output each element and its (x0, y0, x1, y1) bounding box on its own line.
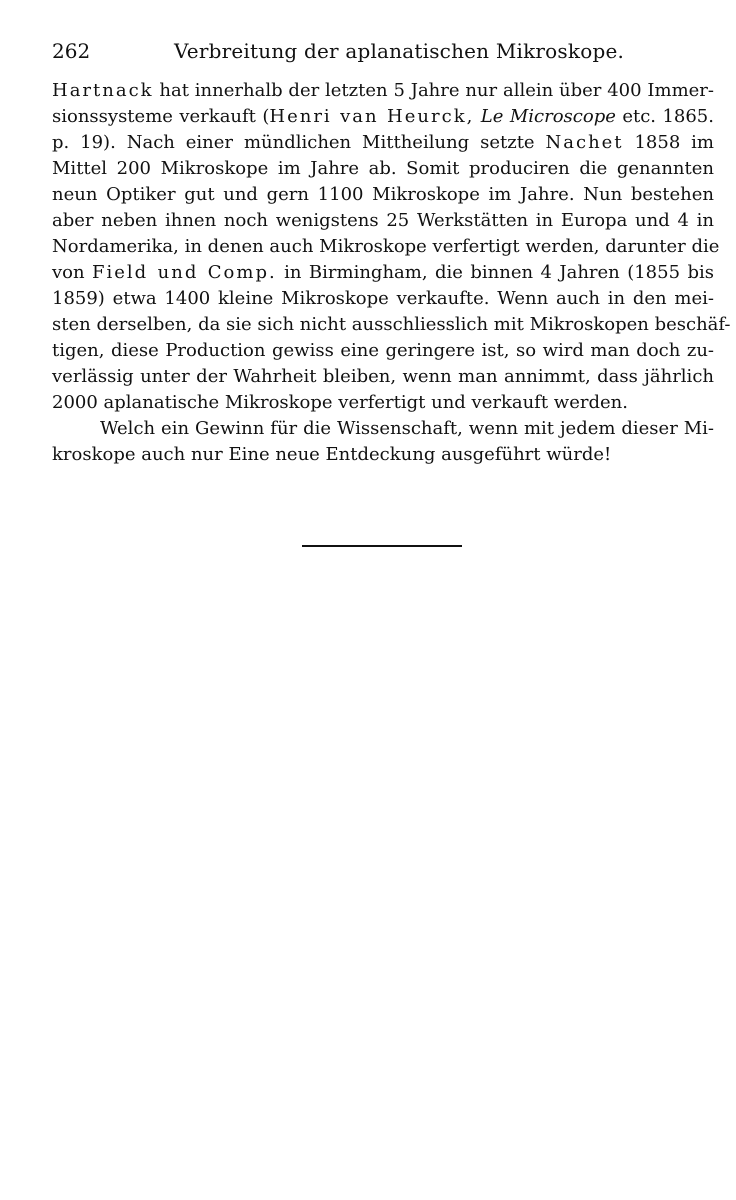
body-text (52, 78, 731, 468)
text-line (52, 104, 714, 130)
running-title: Verbreitung der aplanatischen Mikroskope. (174, 39, 625, 63)
line-text: hat innerhalb der letzten 5 Jahre nur allein über 400 Immer- (153, 80, 714, 101)
text-line: kroskope auch nur Eine neue Entdeckung ausgeführt würde! (52, 444, 612, 465)
text-line: sten derselben, da sie sich nicht ausschliesslich mit Mikroskopen beschäf- (52, 314, 731, 335)
text-line: aber neben ihnen noch wenigstens 25 Werkstätten in Europa und 4 in (52, 210, 714, 231)
text-line (52, 130, 714, 156)
book-title: Le Microscope (480, 106, 616, 127)
line-text: von (52, 262, 93, 283)
line-text: sionssysteme verkauft ( (52, 106, 270, 127)
paragraph-1 (52, 78, 731, 416)
section-end-rule (302, 545, 462, 547)
person-name: Nachet (545, 132, 624, 153)
text-line: neun Optiker gut und gern 1100 Mikroskope im Jahre. Nun bestehen (52, 184, 714, 205)
text-line: 2000 aplanatische Mikroskope verfertigt und verkauft werden. (52, 392, 628, 413)
text-line: Nordamerika, in denen auch Mikroskope verfertigt werden, darunter die (52, 236, 720, 257)
text-line: verlässig unter der Wahrheit bleiben, wenn man annimmt, dass jährlich (52, 366, 714, 387)
line-text: p. 19). Nach einer mündlichen Mittheilung setzte (52, 132, 546, 153)
line-text: 1858 im (623, 132, 714, 153)
text-line: 1859) etwa 1400 kleine Mikroskope verkaufte. Wenn auch in den mei- (52, 288, 714, 309)
paragraph-2 (52, 416, 714, 468)
text-line (52, 78, 714, 104)
text-line: Welch ein Gewinn für die Wissenschaft, wenn mit jedem dieser Mi- (100, 418, 714, 439)
text-line: tigen, diese Production gewiss eine geringere ist, so wird man doch zu- (52, 340, 714, 361)
company-name: Field und Comp. (92, 262, 277, 283)
text-line: Mittel 200 Mikroskope im Jahre ab. Somit produciren die genannten (52, 158, 714, 179)
person-name: Hartnack (52, 80, 154, 101)
text-line (52, 260, 714, 286)
line-text: in Birmingham, die binnen 4 Jahren (1855 bis (276, 262, 714, 283)
person-name: Henri van Heurck, (269, 106, 475, 127)
running-head (52, 38, 712, 64)
page-number: 262 (52, 39, 91, 63)
line-text: etc. 1865. (615, 106, 714, 127)
